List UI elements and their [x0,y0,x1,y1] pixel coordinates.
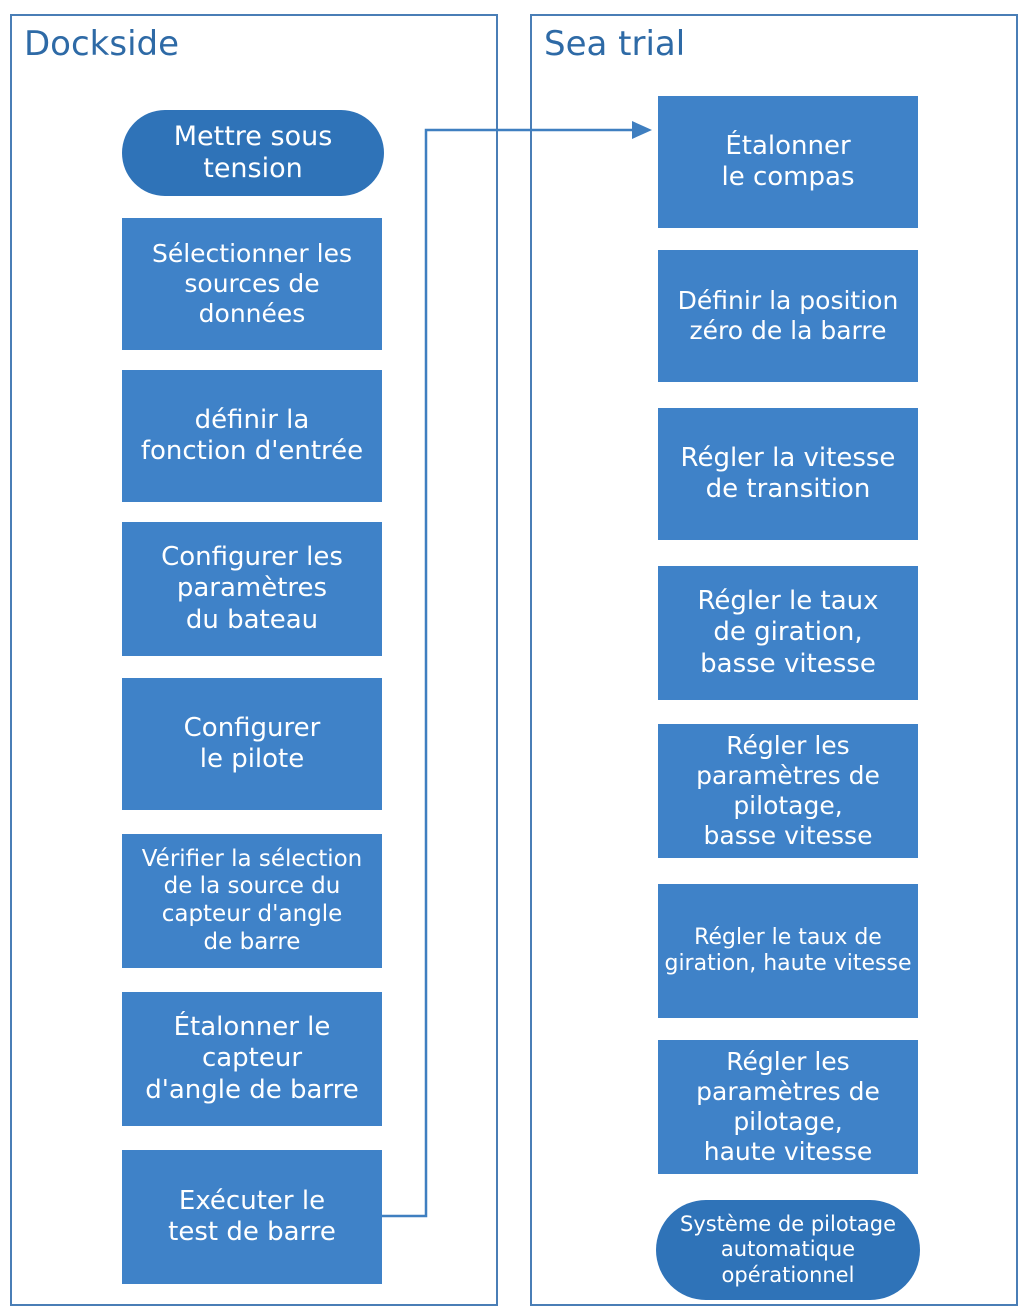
step-configure-boat-parameters: Configurer les paramètres du bateau [122,522,382,656]
step-define-rudder-zero: Définir la position zéro de la barre [658,250,918,382]
step-configure-pilot: Configurer le pilote [122,678,382,810]
step-set-steering-params-low-speed: Régler les paramètres de pilotage, basse vitesse [658,724,918,858]
step-set-turn-rate-high-speed: Régler le taux de giration, haute vitesse [658,884,918,1018]
start-node-power-on: Mettre sous tension [122,110,384,196]
sea-trial-title: Sea trial [544,24,686,64]
step-set-turn-rate-low-speed: Régler le taux de giration, basse vitesse [658,566,918,700]
step-set-transition-speed: Régler la vitesse de transition [658,408,918,540]
step-define-input-function: définir la fonction d'entrée [122,370,382,502]
step-select-data-sources: Sélectionner les sources de données [122,218,382,350]
step-verify-rudder-sensor-source: Vérifier la sélection de la source du capteur d'angle de barre [122,834,382,968]
end-node-autopilot-operational: Système de pilotage automatique opérationnel [656,1200,920,1300]
step-calibrate-rudder-sensor: Étalonner le capteur d'angle de barre [122,992,382,1126]
step-run-rudder-test: Exécuter le test de barre [122,1150,382,1284]
dockside-title: Dockside [24,24,180,64]
step-calibrate-compass: Étalonner le compas [658,96,918,228]
step-set-steering-params-high-speed: Régler les paramètres de pilotage, haute vitesse [658,1040,918,1174]
